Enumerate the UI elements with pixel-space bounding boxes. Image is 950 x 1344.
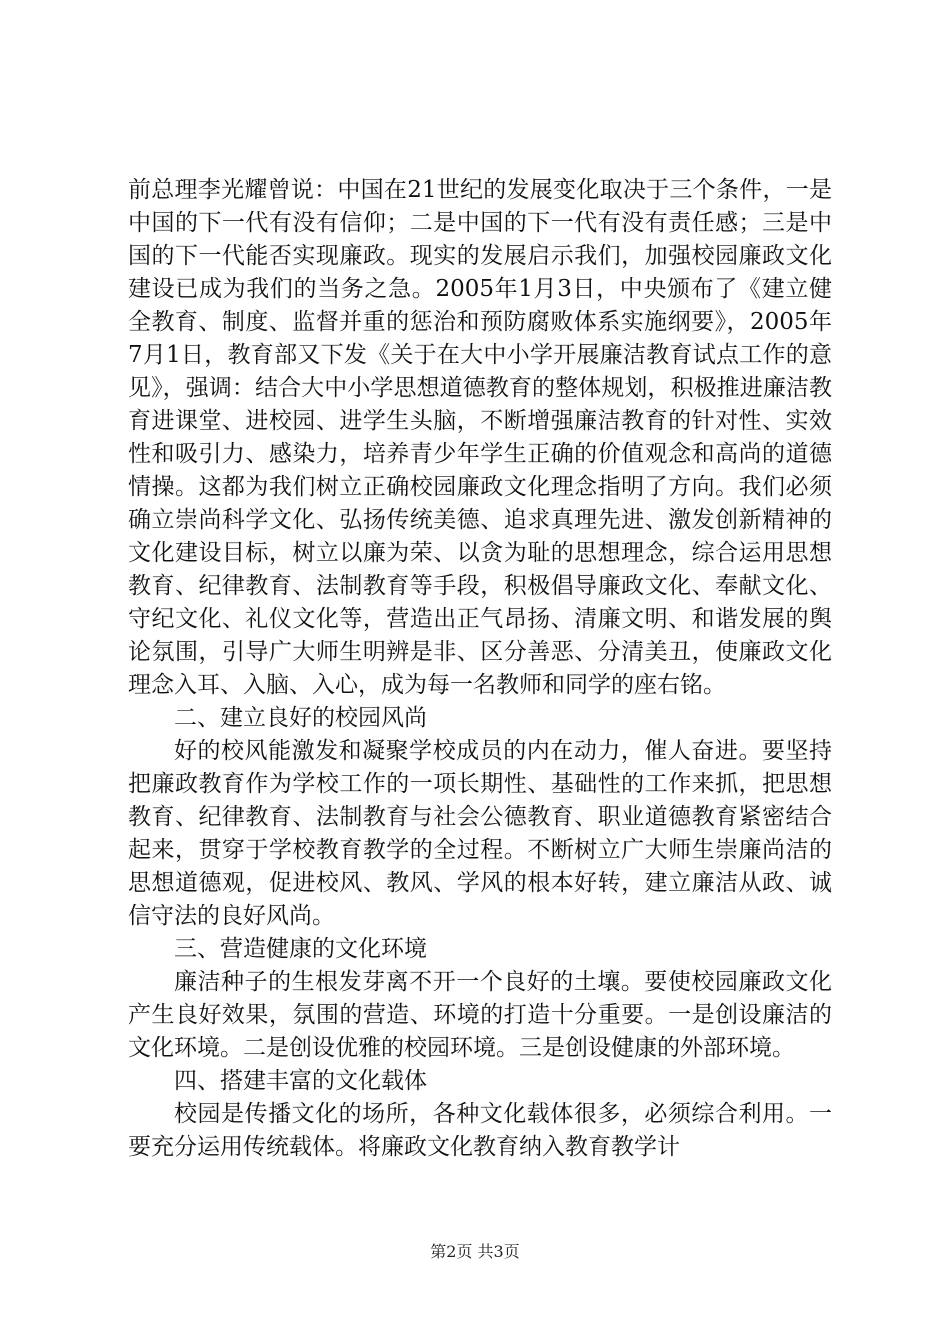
paragraph-section-2: 好的校风能激发和凝聚学校成员的内在动力，催人奋进。要坚持把廉政教育作为学校工作的一项长期性、基础性的工作来抓，把思想教育、纪律教育、法制教育与社会公德教育、职业道德教育紧密结合起来，贯穿于学校教育教学的全过程。不断树立广大师生崇廉尚洁的思想道德观，促进校风、教风、学风的根本好转，建立廉洁从政、诚信守法的良好风尚。 — [128, 738, 832, 929]
paragraph-section-4: 校园是传播文化的场所，各种文化载体很多，必须综合利用。一要充分运用传统载体。将廉政文化教育纳入教育教学计 — [128, 1101, 832, 1160]
document-body — [128, 174, 832, 1164]
section-heading-4: 四、搭建丰富的文化载体 — [174, 1068, 427, 1094]
page-number-footer: 第2页 共3页 — [430, 1242, 520, 1261]
paragraph-section-3: 廉洁种子的生根发芽离不开一个良好的土壤。要使校园廉政文化产生良好效果，氛围的营造、环境的打造十分重要。一是创设廉洁的文化环境。二是创设优雅的校园环境。三是创设健康的外部环境。 — [128, 969, 832, 1061]
paragraph-intro: 前总理李光耀曾说：中国在21世纪的发展变化取决于三个条件，一是中国的下一代有没有信仰；二是中国的下一代有没有责任感；三是中国的下一代能否实现廉政。现实的发展启示我们，加强校园廉政文化建设已成为我们的当务之急。2005年1月3日，中央颁布了《建立健全教育、制度、监督并重的惩治和预防腐败体系实施纲要》，2005年7月1日，教育部又下发《关于在大中小学开展廉洁教育试点工作的意见》，强调：结合大中小学思想道德教育的整体规划，积极推进廉洁教育进课堂、进校园、进学生头脑，不断增强廉洁教育的针对性、实效性和吸引力、感染力，培养青少年学生正确的价值观念和高尚的道德情操。这都为我们树立正确校园廉政文化理念指明了方向。我们必须确立崇尚科学文化、弘扬传统美德、追求真理先进、激发创新精神的文化建设目标，树立以廉为荣、以贪为耻的思想理念，综合运用思想教育、纪律教育、法制教育等手段，积极倡导廉政文化、奉献文化、守纪文化、礼仪文化等，营造出正气昂扬、清廉文明、和谐发展的舆论氛围，引导广大师生明辨是非、区分善恶、分清美丑，使廉政文化理念入耳、入脑、入心，成为每一名教师和同学的座右铭。 — [128, 177, 832, 698]
section-heading-3: 三、营造健康的文化环境 — [174, 936, 427, 962]
section-heading-2: 二、建立良好的校园风尚 — [174, 705, 427, 731]
